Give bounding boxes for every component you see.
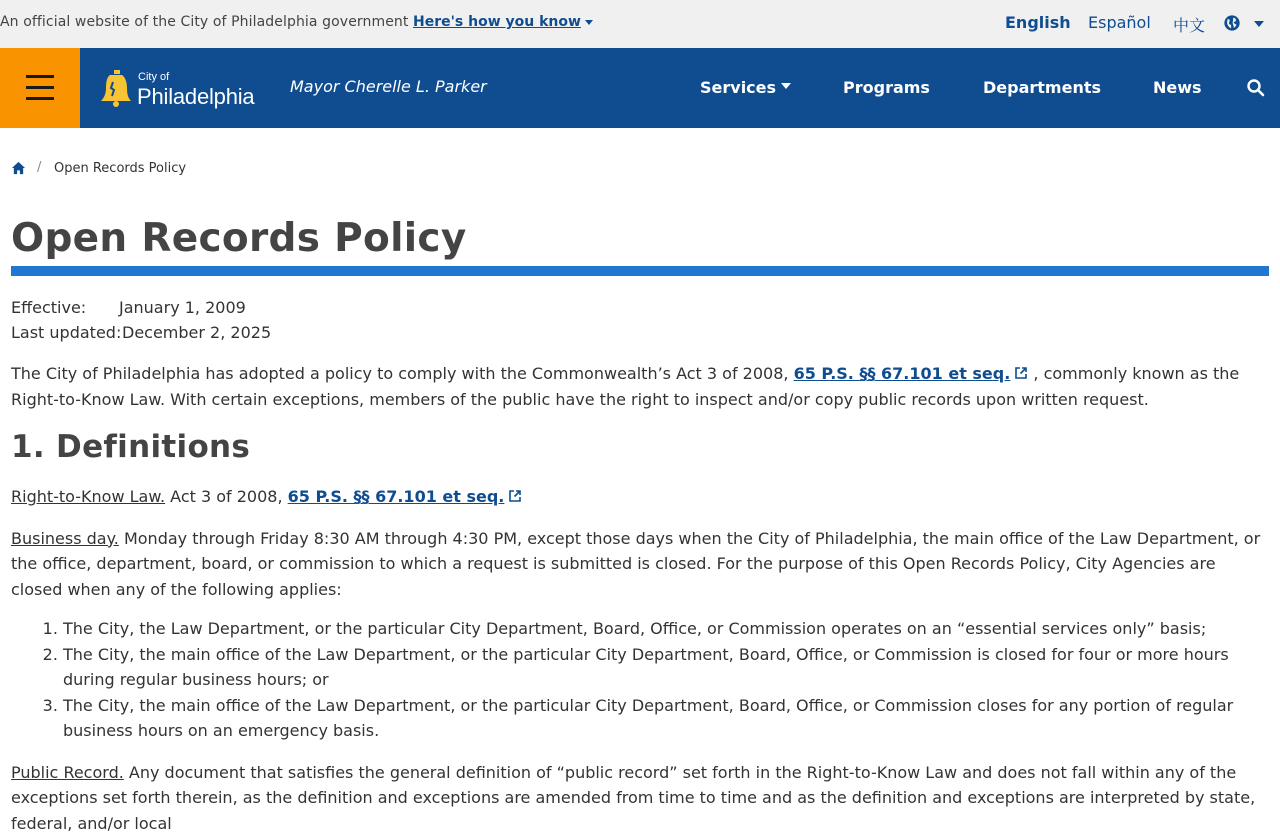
hamburger-menu-icon [26,75,54,78]
list-item: 2. The City, the main office of the Law Department, or the particular City Department, Board, Office, or Commission is closed for four or more hours during regular business hours; or [63,642,1271,693]
how-you-know-label: Here's how you know [413,14,581,30]
nav-services-label: Services [700,78,776,97]
public-record-text: Any document that satisfies the general definition of “public record” set forth in the Right-to-Know Law and does not fall within any of the exceptions set forth therein, as the definition and exceptions are amended from time to time and as the definition and exceptions are interpreted by state, federal, and/or local [11,763,1255,833]
official-text: An official website of the City of Philadelphia government [0,14,409,30]
site-header [0,48,1280,128]
external-link-icon [508,489,522,503]
home-icon[interactable] [11,161,26,175]
logo-city-of: City of [138,71,169,83]
breadcrumb-current: Open Records Policy [54,161,186,176]
closure-conditions-list [63,616,1271,744]
effective-date: January 1, 2009 [119,295,246,321]
nav-departments[interactable]: Departments [983,78,1101,97]
rtk-term: Right-to-Know Law. [11,487,165,506]
hamburger-menu-icon [26,97,54,100]
breadcrumb-separator: / [37,160,41,175]
hamburger-menu-icon [26,86,54,89]
nav-programs[interactable]: Programs [843,78,930,97]
language-caret-icon[interactable] [1254,21,1264,27]
external-link-icon [1014,366,1028,380]
title-underline [11,266,1269,276]
business-day-text: Monday through Friday 8:30 AM through 4:30 PM, except those days when the City of Philadelphia, the main office of the Law Department, or the office, department, board, or commission to which a request is submitted is closed. For the purpose of this Open Records Policy, City Agencies are closed when any of the following applies: [11,529,1260,599]
hamburger-menu-button[interactable] [0,48,80,128]
search-icon[interactable] [1246,78,1266,98]
liberty-bell-icon [98,68,136,110]
effective-label: Effective: [11,295,86,321]
effective-row [11,295,1271,320]
definitions-heading: 1. Definitions [11,428,1271,466]
rtk-statute-link[interactable] [288,487,505,506]
business-day-definition [11,526,1271,603]
business-day-term: Business day. [11,529,119,548]
caret-down-icon [585,20,593,25]
statute-link[interactable] [794,364,1011,383]
updated-date: December 2, 2025 [122,320,271,346]
language-chinese[interactable]: 中文 [1173,13,1205,36]
rtk-text: Act 3 of 2008, [165,487,288,506]
updated-row [11,320,1271,345]
main-content [11,295,1271,836]
language-spanish[interactable]: Español [1088,13,1151,32]
statute-link-text: 65 P.S. §§ 67.101 et seq. [794,364,1011,383]
rtk-statute-link-text: 65 P.S. §§ 67.101 et seq. [288,487,505,506]
updated-label: Last updated: [11,320,121,346]
list-item: 1. The City, the Law Department, or the particular City Department, Board, Office, or Commission operates on an “essential services only” basis; [63,616,1271,642]
mayor-name: Mayor Cherelle L. Parker [290,77,487,96]
public-record-term: Public Record. [11,763,124,782]
nav-services[interactable] [700,78,791,97]
city-logo[interactable] [98,66,268,114]
public-record-definition [11,760,1271,836]
chevron-down-icon [781,83,791,89]
page-title: Open Records Policy [11,216,467,261]
globe-icon[interactable] [1223,14,1241,32]
nav-news[interactable]: News [1153,78,1202,97]
rtk-definition [11,484,1271,510]
intro-paragraph [11,361,1271,412]
intro-text-start: The City of Philadelphia has adopted a policy to comply with the Commonwealth’s Act 3 of 2008, [11,364,794,383]
list-item: 3. The City, the main office of the Law Department, or the particular City Department, Board, Office, or Commission closes for any portion of regular business hours on an emergency basis. [63,693,1271,744]
intro-text-end: , commonly known as the Right-to-Know Law. With certain exceptions, members of the public have the right to inspect and/or copy public records upon written request. [11,364,1239,409]
logo-philadelphia: Philadelphia [137,84,254,110]
language-english[interactable]: English [1005,13,1071,32]
official-banner [0,0,1280,48]
how-you-know-link[interactable] [413,14,593,30]
